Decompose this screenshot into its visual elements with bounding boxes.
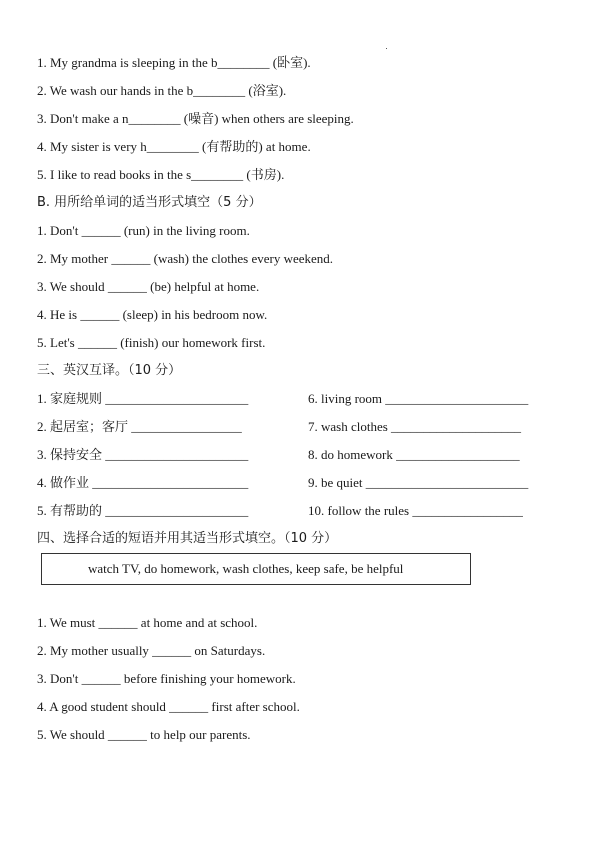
translate-item-8: 8. do homework ___________________: [308, 447, 520, 462]
section-b-item-2: 2. My mother ______ (wash) the clothes every weekend.: [37, 251, 334, 266]
vocab-item-5: 5. I like to read books in the s________ (书房).: [37, 167, 285, 182]
speck-mark: [386, 48, 387, 49]
translate-item-7: 7. wash clothes ____________________: [308, 419, 522, 434]
translate-item-3: 3. 保持安全 ______________________: [37, 447, 249, 462]
translate-item-6: 6. living room ______________________: [308, 391, 529, 406]
section-b-item-1: 1. Don't ______ (run) in the living room.: [37, 223, 250, 238]
translate-item-9: 9. be quiet _________________________: [308, 475, 529, 490]
section-b-item-5: 5. Let's ______ (finish) our homework first.: [37, 335, 266, 350]
section-4-item-2: 2. My mother usually ______ on Saturdays.: [37, 643, 266, 658]
vocab-item-1: 1. My grandma is sleeping in the b________ (卧室).: [37, 55, 311, 70]
translate-item-4: 4. 做作业 ________________________: [37, 475, 249, 490]
section-4-heading: 四、选择合适的短语并用其适当形式填空。（10 分）: [37, 531, 338, 546]
section-4-item-4: 4. A good student should ______ first after school.: [37, 699, 300, 714]
translate-item-10: 10. follow the rules _________________: [308, 503, 523, 518]
vocab-item-2: 2. We wash our hands in the b________ (浴室).: [37, 83, 287, 98]
translate-item-2: 2. 起居室；客厅 _________________: [37, 419, 242, 434]
section-4-item-1: 1. We must ______ at home and at school.: [37, 615, 258, 630]
phrase-word-box: [41, 553, 471, 585]
section-b-heading: B. 用所给单词的适当形式填空（5 分）: [37, 195, 262, 210]
translate-item-1: 1. 家庭规则 ______________________: [37, 391, 249, 406]
phrase-word-box-text: watch TV, do homework, wash clothes, keep safe, be helpful: [88, 561, 404, 576]
section-3-heading: 三、英汉互译。（10 分）: [37, 363, 182, 378]
section-b-item-4: 4. He is ______ (sleep) in his bedroom now.: [37, 307, 268, 322]
section-4-item-3: 3. Don't ______ before finishing your homework.: [37, 671, 296, 686]
section-4-item-5: 5. We should ______ to help our parents.: [37, 727, 251, 742]
section-b-item-3: 3. We should ______ (be) helpful at home.: [37, 279, 260, 294]
vocab-item-3: 3. Don't make a n________ (噪音) when others are sleeping.: [37, 111, 354, 126]
vocab-item-4: 4. My sister is very h________ (有帮助的) at home.: [37, 139, 311, 154]
translate-item-5: 5. 有帮助的 ______________________: [37, 503, 249, 518]
